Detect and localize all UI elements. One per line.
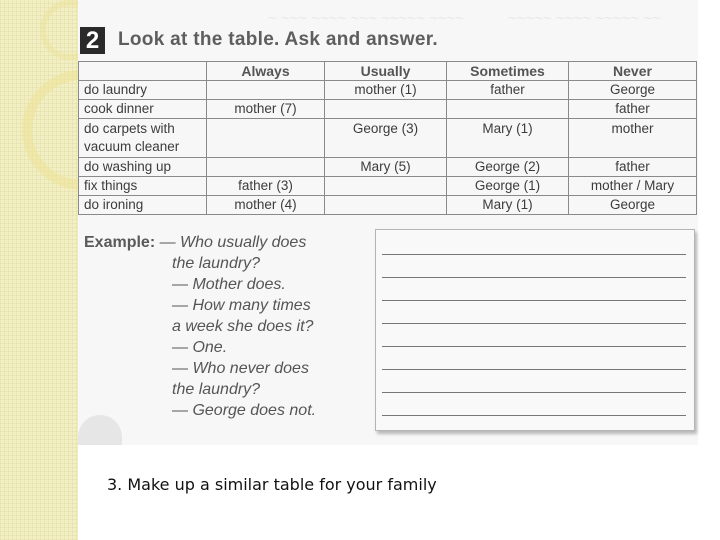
table-row (79, 100, 697, 119)
never-cell: father (569, 100, 697, 119)
dialogue-line: a week she does it? (172, 318, 314, 335)
task-cell: do carpets with vacuum cleaner (79, 119, 207, 158)
never-cell: mother (569, 119, 697, 158)
header-always: Always (207, 62, 325, 81)
never-cell: father (569, 158, 697, 177)
example-label: Example: (84, 234, 156, 251)
sometimes-cell: George (1) (447, 177, 569, 196)
sometimes-cell: Mary (1) (447, 119, 569, 158)
always-cell: mother (7) (207, 100, 325, 119)
task-cell: cook dinner (79, 100, 207, 119)
slide-instruction-text: 3. Make up a similar table for your family (107, 475, 437, 494)
always-cell: father (3) (207, 177, 325, 196)
sometimes-cell: Mary (1) (447, 196, 569, 215)
bleed-through-text: ~ ~~~ ~~~~ ~~~ ~~~~~ ~~~~ (268, 10, 465, 27)
sometimes-cell: George (2) (447, 158, 569, 177)
always-cell: mother (4) (207, 196, 325, 215)
task-cell: fix things (79, 177, 207, 196)
table-row (79, 196, 697, 215)
writing-line (382, 369, 686, 370)
header-sometimes: Sometimes (447, 62, 569, 81)
dialogue-line: the laundry? (172, 255, 261, 272)
dialogue-line: — Mother does. (172, 276, 286, 293)
writing-line (382, 254, 686, 255)
dialogue-line: — Who usually does (159, 234, 307, 251)
textbook-page-scan (78, 0, 698, 445)
dialogue-line: the laundry? (172, 381, 261, 398)
usually-cell: mother (1) (325, 81, 447, 100)
sometimes-cell: father (447, 81, 569, 100)
example-dialogue (84, 232, 369, 421)
dialogue-line: — One. (172, 339, 228, 356)
table-row (79, 158, 697, 177)
task-cell: do washing up (79, 158, 207, 177)
header-usually: Usually (325, 62, 447, 81)
always-cell (207, 158, 325, 177)
task-cell: do ironing (79, 196, 207, 215)
writing-line (382, 277, 686, 278)
never-cell: George (569, 81, 697, 100)
usually-cell: George (3) (325, 119, 447, 158)
table-row (79, 119, 697, 158)
header-never: Never (569, 62, 697, 81)
table-row (79, 81, 697, 100)
exercise-title: Look at the table. Ask and answer. (118, 29, 438, 50)
bleed-through-text: ~~~~~ ~~~~ ~~~~~ ~~ (508, 10, 661, 27)
writing-line (382, 323, 686, 324)
answer-writing-box (375, 229, 695, 431)
dialogue-line: — George does not. (172, 402, 317, 419)
dialogue-line: — How many times (172, 297, 311, 314)
never-cell: George (569, 196, 697, 215)
table-header-row (79, 62, 697, 81)
example-first-line (84, 232, 369, 253)
writing-line (382, 346, 686, 347)
writing-line (382, 392, 686, 393)
dialogue-line: — Who never does (172, 360, 309, 377)
chores-table (78, 61, 697, 215)
writing-line (382, 415, 686, 416)
sometimes-cell (447, 100, 569, 119)
writing-line (382, 300, 686, 301)
table-row (79, 177, 697, 196)
never-cell: mother / Mary (569, 177, 697, 196)
usually-cell: Mary (5) (325, 158, 447, 177)
always-cell (207, 119, 325, 158)
usually-cell (325, 177, 447, 196)
header-blank (79, 62, 207, 81)
always-cell (207, 81, 325, 100)
task-cell: do laundry (79, 81, 207, 100)
exercise-number: 2 (80, 27, 105, 54)
usually-cell (325, 100, 447, 119)
usually-cell (325, 196, 447, 215)
